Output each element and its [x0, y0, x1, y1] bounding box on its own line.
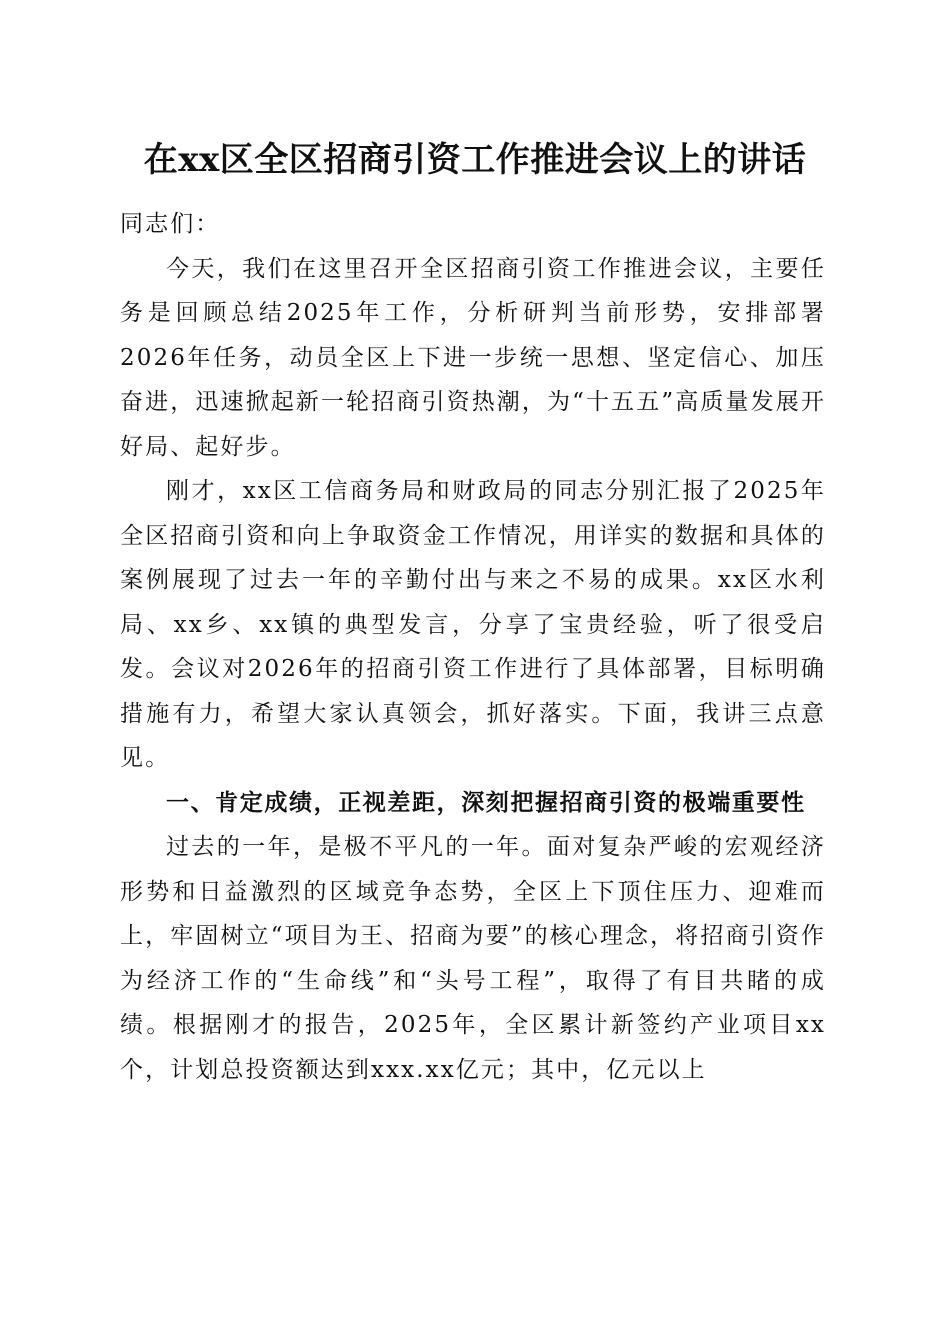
paragraph-opening: 今天，我们在这里召开全区招商引资工作推进会议，主要任务是回顾总结2025年工作，分析研判当前形势，安排部署2026年任务，动员全区上下进一步统一思想、坚定信心、加压奋进，迅速掀起新一轮招商引资热潮，为“十五五”高质量发展开好局、起好步。: [120, 255, 826, 460]
paragraph-summary: 刚才，xx区工信商务局和财政局的同志分别汇报了2025年全区招商引资和向上争取资金工作情况，用详实的数据和具体的案例展现了过去一年的辛勤付出与来之不易的成果。xx区水利局、xx乡、xx镇的典型发言，分享了宝贵经验，听了很受启发。会议对2026年的招商引资工作进行了具体部署，目标明确措施有力，希望大家认真领会，抓好落实。下面，我讲三点意见。: [120, 478, 826, 771]
salutation: 同志们：: [120, 211, 221, 237]
document-title: 在xx区全区招商引资工作推进会议上的讲话: [143, 140, 807, 180]
document-body: [120, 202, 826, 1092]
section-heading-1: 一、肯定成绩，正视差距，深刻把握招商引资的极端重要性: [166, 789, 806, 816]
paragraph-section-1: 过去的一年，是极不平凡的一年。面对复杂严峻的宏观经济形势和日益激烈的区域竞争态势，全区上下顶住压力、迎难而上，牢固树立“项目为王、招商为要”的核心理念，将招商引资作为经济工作的“生命线”和“头号工程”，取得了有目共睹的成绩。根据刚才的报告，2025年，全区累计新签约产业项目xx个，计划总投资额达到xxx.xx亿元；其中，亿元以上: [120, 834, 826, 1083]
